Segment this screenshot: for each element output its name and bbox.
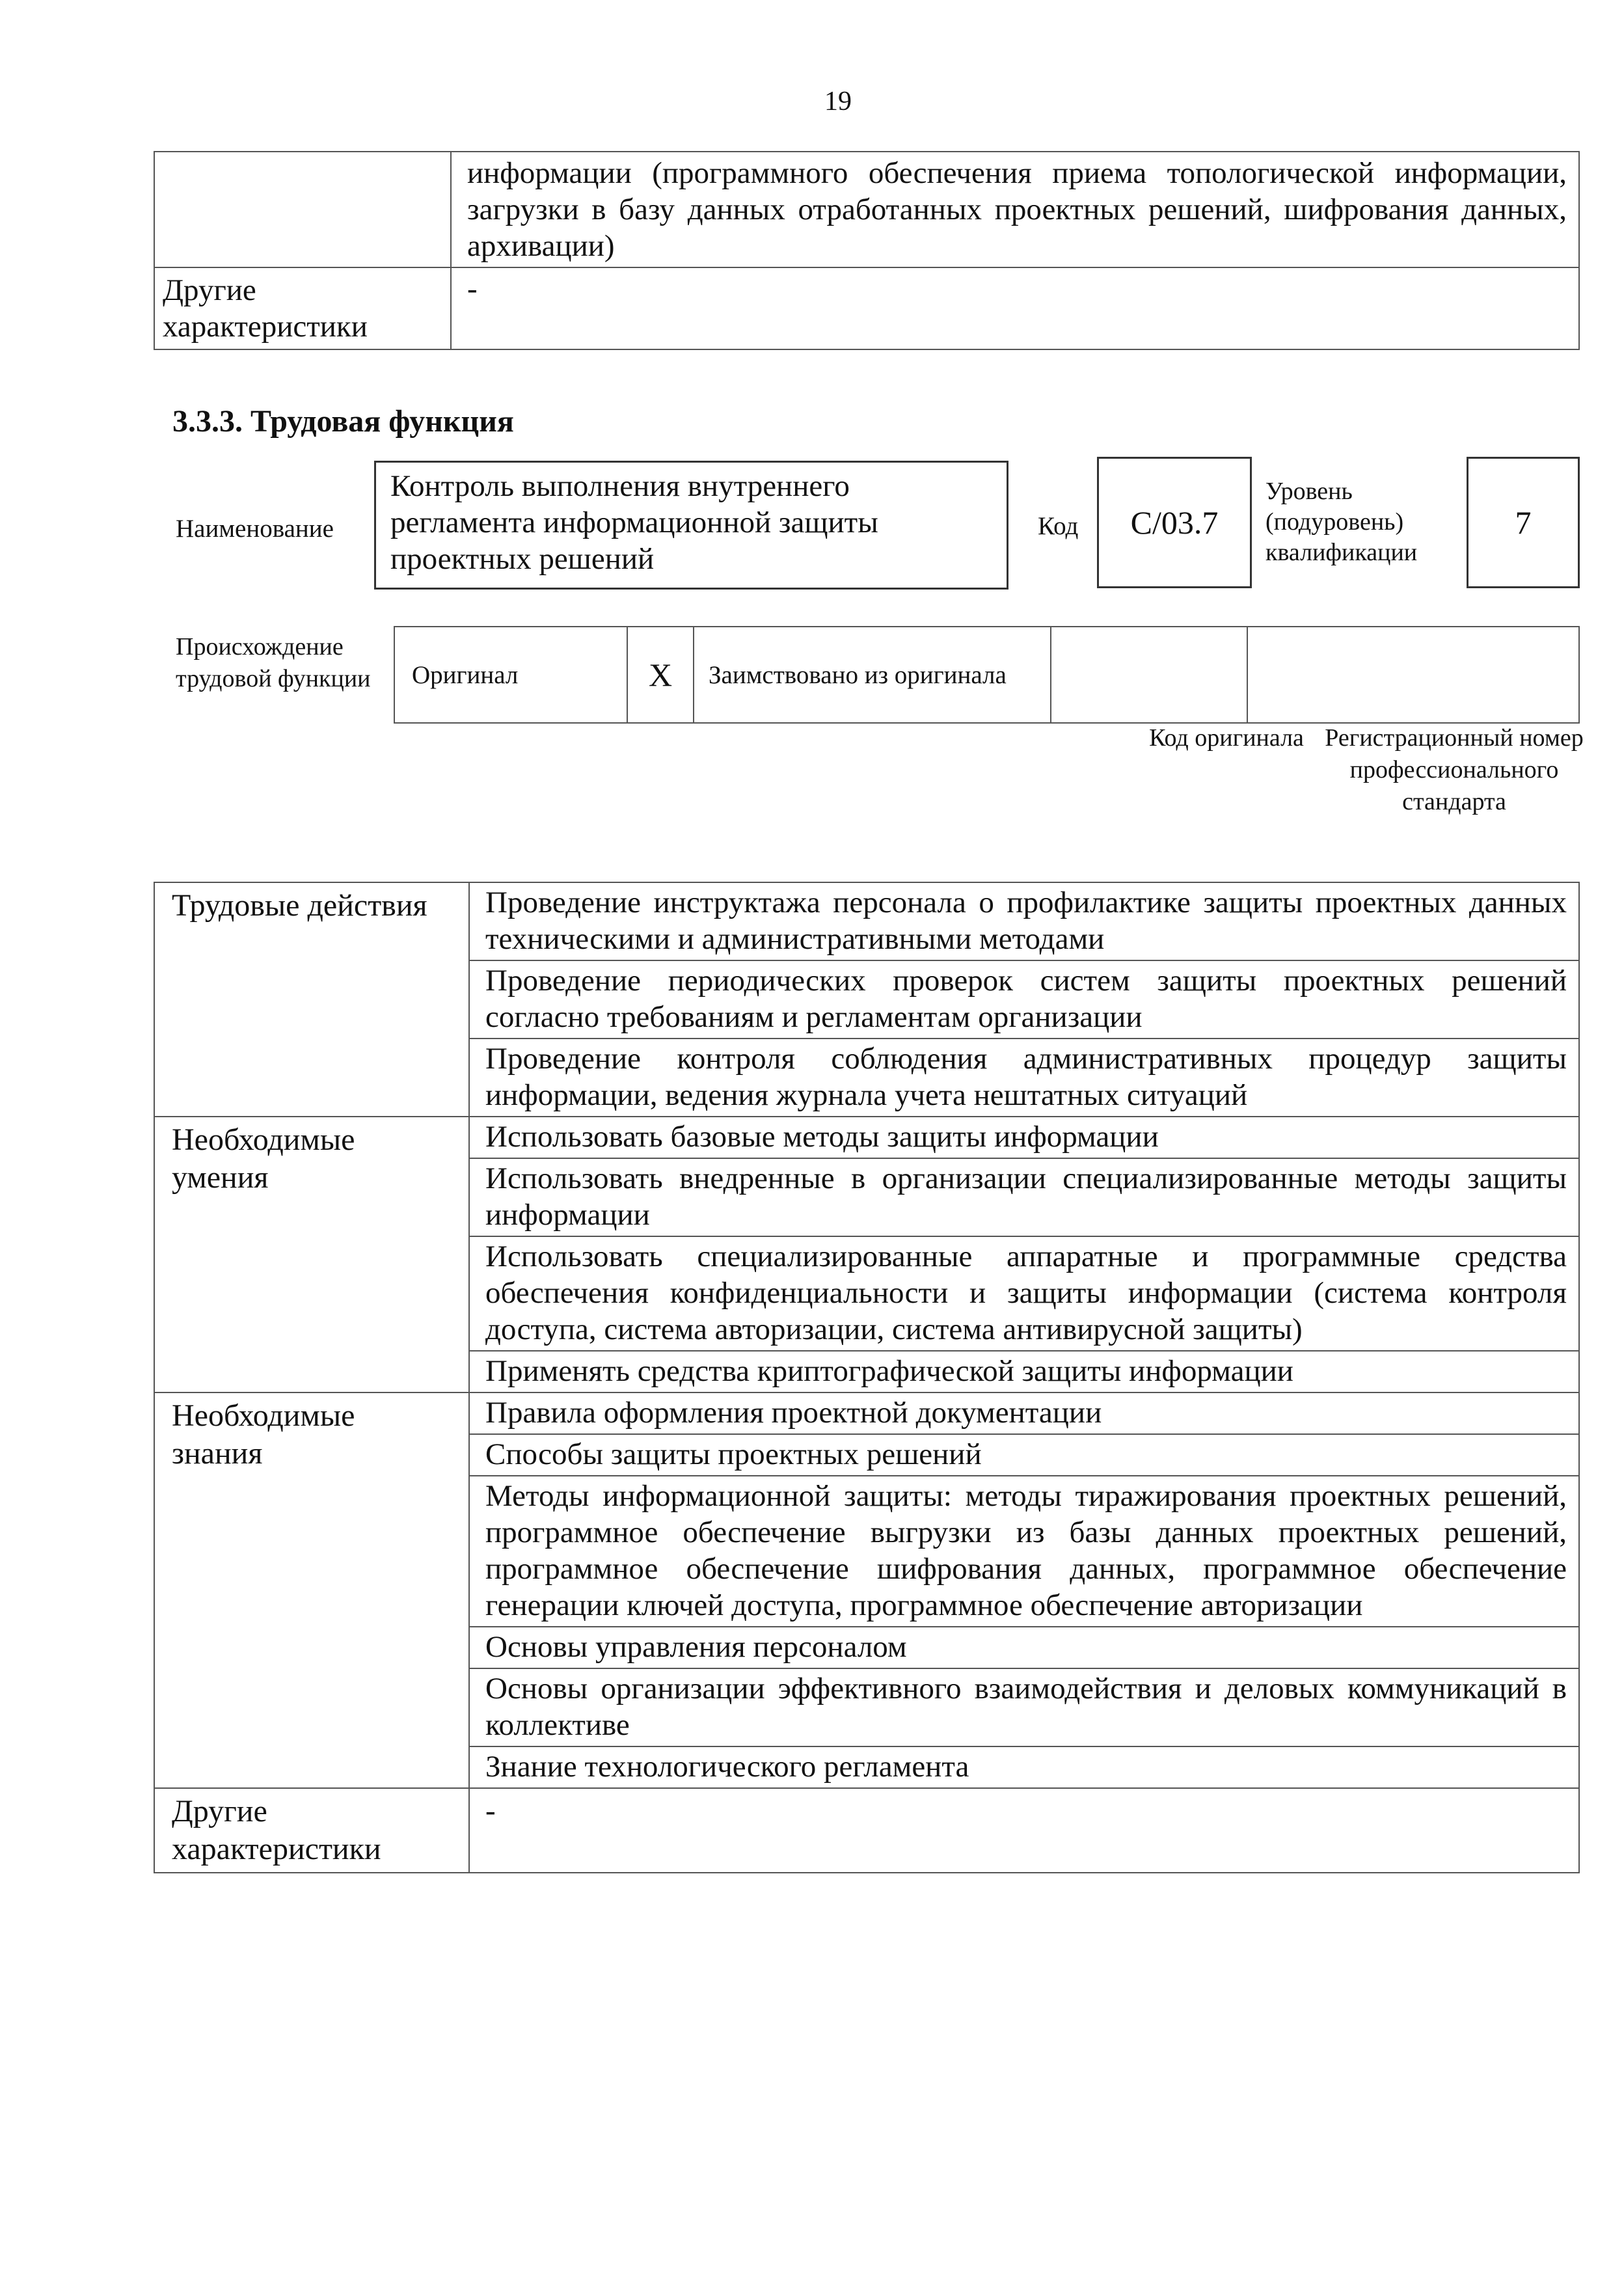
knowledge-item: Знание технологического регламента	[469, 1746, 1579, 1788]
skill-item: Использовать специализированные аппаратные и программные средства обеспечения конфиденциальности и защиты информации (система контроля доступа, система авторизации, система антивирусной защиты)	[469, 1236, 1579, 1351]
skill-item: Применять средства криптографической защиты информации	[469, 1351, 1579, 1392]
knowledge-item: Правила оформления проектной документации	[469, 1392, 1579, 1434]
qualification-level-box: 7	[1467, 457, 1580, 588]
function-name-box: Контроль выполнения внутреннего регламента информационной защиты проектных решений	[374, 461, 1008, 590]
knowledge-item: Основы организации эффективного взаимодействия и деловых коммуникаций в коллективе	[469, 1668, 1579, 1746]
other-characteristics-value: -	[469, 1788, 1579, 1873]
action-item: Проведение контроля соблюдения административных процедур защиты информации, ведения журнала учета нештатных ситуаций	[469, 1039, 1579, 1117]
registration-number-caption: Регистрационный номер профессионального стандарта	[1325, 724, 1584, 815]
knowledge-label: Необходимые знания	[154, 1392, 469, 1788]
action-item: Проведение периодических проверок систем защиты проектных решений согласно требованиям и регламентам организации	[469, 960, 1579, 1039]
knowledge-item: Способы защиты проектных решений	[469, 1434, 1579, 1476]
original-code-cell	[1051, 627, 1247, 723]
original-code-caption: Код оригинала	[1149, 724, 1304, 752]
other-characteristics-label: Другие характеристики	[154, 267, 451, 349]
skill-item: Использовать внедренные в организации специализированные методы защиты информации	[469, 1158, 1579, 1236]
original-mark: X	[627, 627, 694, 723]
borrowed-label: Заимствовано из оригинала	[694, 627, 1051, 723]
origin-table	[394, 626, 1580, 724]
knowledge-item: Методы информационной защиты: методы тиражирования проектных решений, программное обеспечение выгрузки из базы данных проектных решений, программное обеспечение шифрования данных, программное обеспечение генерации ключей доступа, программное обеспечение авторизации	[469, 1476, 1579, 1627]
continuation-table	[154, 151, 1580, 350]
knowledge-item: Основы управления персоналом	[469, 1627, 1579, 1668]
skills-label: Необходимые умения	[154, 1117, 469, 1392]
function-code-box: C/03.7	[1097, 457, 1252, 588]
name-label: Наименование	[176, 515, 334, 543]
code-label: Код	[1038, 512, 1079, 540]
action-item: Проведение инструктажа персонала о профилактике защиты проектных данных техническими и административными методами	[469, 882, 1579, 960]
level-label: Уровень (подуровень) квалификации	[1265, 478, 1418, 566]
origin-label: Происхождение трудовой функции	[176, 633, 371, 692]
original-label: Оригинал	[394, 627, 627, 723]
section-title: 3.3.3. Трудовая функция	[172, 404, 514, 439]
actions-label: Трудовые действия	[154, 882, 469, 1117]
function-details-table	[154, 882, 1580, 1873]
continuation-text: информации (программного обеспечения приема топологической информации, загрузки в базу данных отработанных проектных решений, шифрования данных, архивации)	[451, 152, 1579, 267]
other-characteristics-label: Другие характеристики	[154, 1788, 469, 1873]
registration-number-cell	[1247, 627, 1579, 723]
skill-item: Использовать базовые методы защиты информации	[469, 1117, 1579, 1158]
page-number: 19	[824, 87, 852, 116]
empty-label-cell	[154, 152, 451, 267]
other-characteristics-value: -	[451, 267, 1579, 349]
